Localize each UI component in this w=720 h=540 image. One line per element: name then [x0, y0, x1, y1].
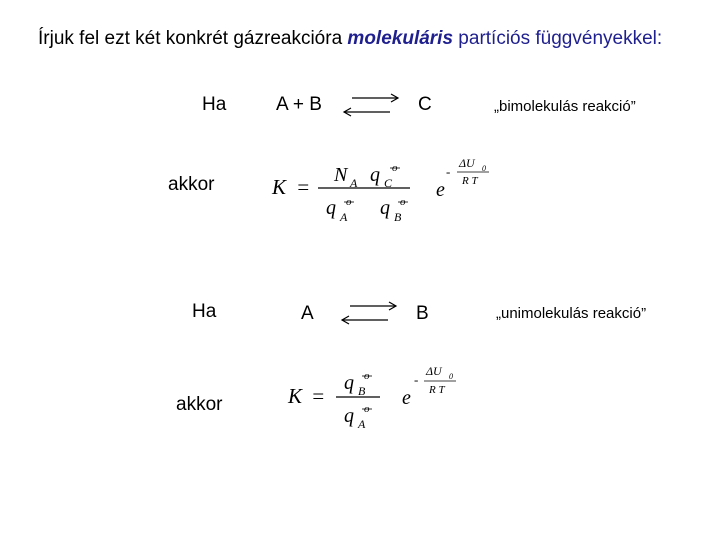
title-prefix: Írjuk fel ezt két konkrét gázreakcióra — [38, 28, 348, 49]
eq2-qA-sub: A — [358, 417, 366, 431]
row1-then-label: akkor — [168, 174, 215, 195]
eq1-exp-num-sub: 0 — [482, 164, 486, 173]
eq2-exp-numerator: ΔU — [426, 364, 442, 378]
row2-reaction-type: „unimolekulás reakció” — [496, 305, 647, 322]
eq1-N: N — [334, 164, 348, 186]
eq1-exp-numerator: ΔU — [459, 156, 475, 170]
row1-product: C — [418, 94, 432, 115]
eq2-qB-standard: o — [364, 370, 370, 382]
eq2-qA-standard: o — [364, 403, 370, 415]
row2-reactant: A — [301, 303, 314, 324]
title-emphasis: molekuláris — [347, 28, 454, 49]
eq2-exp-minus: - — [414, 372, 419, 387]
eq1-qC: q — [370, 164, 380, 186]
eq2-e: e — [402, 387, 411, 409]
eq2-qB-sub: B — [358, 384, 366, 398]
eq1-qB: q — [380, 197, 390, 219]
row2-if-label: Ha — [192, 301, 217, 322]
eq1-qB-sub: B — [394, 210, 402, 224]
eq1-qA-standard: o — [346, 196, 352, 208]
eq2-equals: = — [311, 384, 326, 408]
title-suffix: partíciós függvényekkel: — [453, 28, 663, 49]
eq2-exp-denominator: R T — [429, 384, 445, 396]
row2-product: B — [416, 303, 429, 324]
eq1-N-sub: A — [350, 176, 358, 190]
eq1-qA: q — [326, 197, 336, 219]
eq1-K: K — [272, 175, 287, 199]
eq2-qA: q — [344, 405, 354, 427]
eq1-qB-standard: o — [400, 196, 406, 208]
eq1-e: e — [436, 179, 445, 201]
row1-reaction-type: „bimolekulás reakció” — [494, 98, 636, 115]
eq1-qA-sub: A — [340, 210, 348, 224]
row1-if-label: Ha — [202, 94, 227, 115]
eq1-qC-standard: o — [392, 162, 398, 174]
row2-then-label: akkor — [176, 394, 223, 415]
eq2-K: K — [288, 384, 303, 408]
eq1-exp-minus: - — [446, 164, 451, 179]
row1-reactants: A + B — [276, 94, 322, 115]
eq1-qC-sub: C — [384, 176, 393, 190]
eq2-qB: q — [344, 372, 354, 394]
eq1-equals: = — [296, 175, 311, 199]
eq2-exp-num-sub: 0 — [449, 372, 453, 381]
eq1-exp-denominator: R T — [462, 175, 478, 187]
